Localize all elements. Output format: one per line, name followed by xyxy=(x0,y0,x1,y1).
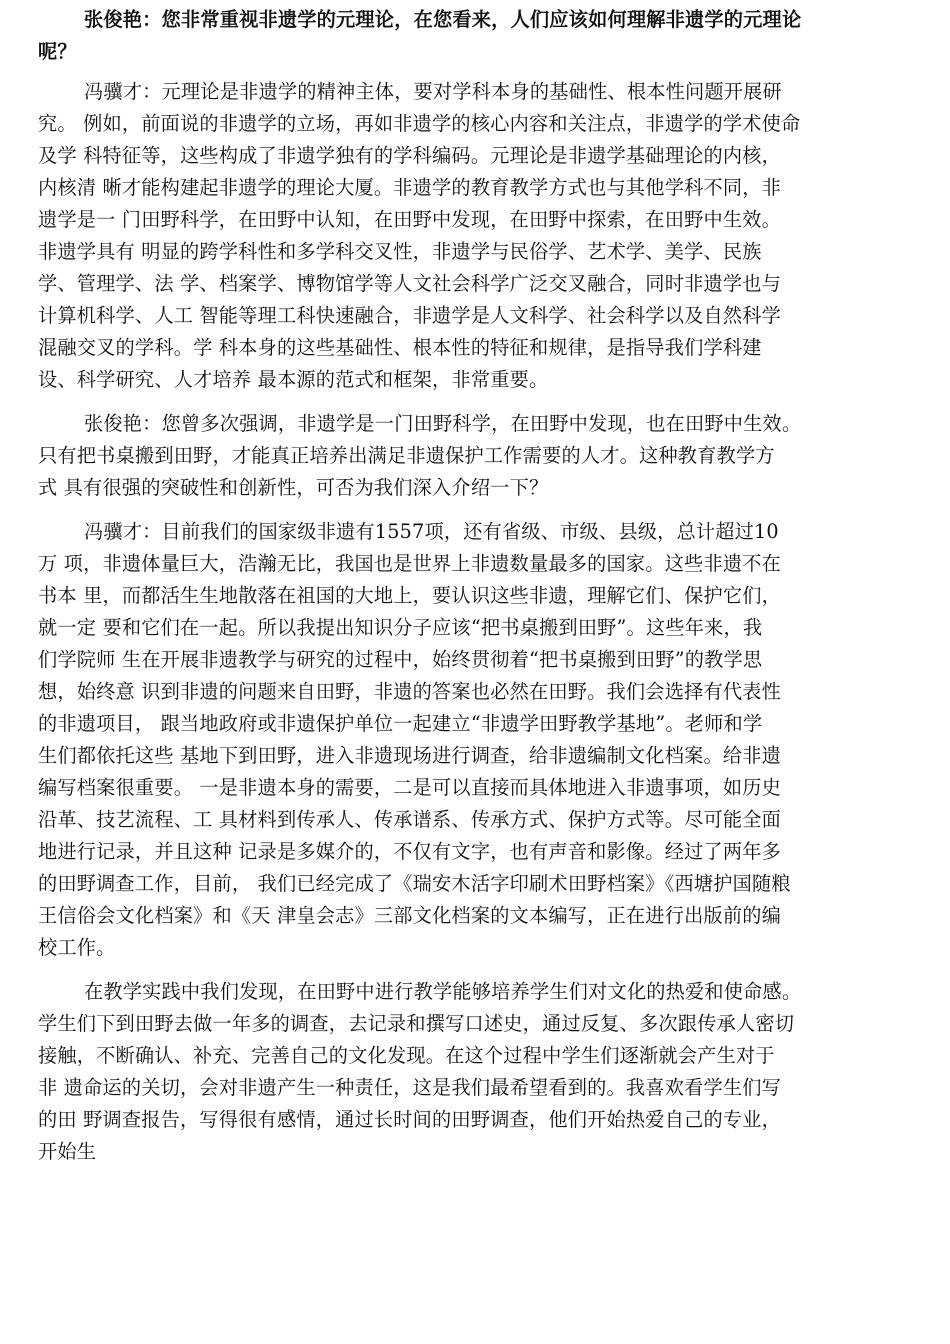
paragraph-3-line: 的田 野调查报告，写得很有感情，通过长时间的田野调查，他们开始热爱自己的专业， xyxy=(38,1108,782,1131)
answer-1-line: 遗学是一 门田野科学，在田野中认知，在田野中发现，在田野中探索，在田野中生效。 xyxy=(38,208,782,231)
answer-2-line: 的非遗项目， 跟当地政府或非遗保护单位一起建立“非遗学田野教学基地”。老师和学 xyxy=(38,712,763,735)
question-2-line: 只有把书桌搬到田野，才能真正培养出满足非遗保护工作需要的人才。这种教育教学方 xyxy=(38,444,775,467)
answer-1-line: 非遗学具有 明显的跨学科性和多学科交叉性，非遗学与民俗学、艺术学、美学、民族 xyxy=(38,240,762,263)
paragraph-3-line: 开始生 xyxy=(38,1140,97,1163)
answer-1-line: 设、科学研究、人才培养 最本源的范式和框架，非常重要。 xyxy=(38,368,549,391)
paragraph-3-line: 接触，不断确认、补充、完善自己的文化发现。在这个过程中学生们逐渐就会产生对于 xyxy=(38,1044,775,1067)
answer-1-line: 究。 例如，前面说的非遗学的立场，再如非遗学的核心内容和关注点，非遗学的学术使命 xyxy=(38,112,801,135)
answer-1-line: 内核清 晰才能构建起非遗学的理论大厦。非遗学的教育教学方式也与其他学科不同，非 xyxy=(38,176,782,199)
answer-2-line: 想，始终意 识到非遗的问题来自田野，非遗的答案也必然在田野。我们会选择有代表性 xyxy=(38,680,782,703)
answer-2-line: 的田野调查工作，目前， 我们已经完成了《瑞安木活字印刷术田野档案》《西塘护国随粮 xyxy=(38,872,791,895)
question-1-line-2: 呢？ xyxy=(38,40,77,63)
answer-2-line: 万 项，非遗体量巨大，浩瀚无比，我国也是世界上非遗数量最多的国家。这些非遗不在 xyxy=(38,552,782,575)
question-1-line-1: 张俊艳：您非常重视非遗学的元理论，在您看来，人们应该如何理解非遗学的元理论 xyxy=(84,8,802,31)
answer-2-line: 生们都依托这些 基地下到田野，进入非遗现场进行调查，给非遗编制文化档案。给非遗 xyxy=(38,744,782,767)
paragraph-3-line: 非 遗命运的关切，会对非遗产生一种责任，这是我们最希望看到的。我喜欢看学生们写 xyxy=(38,1076,782,1099)
paragraph-3-line: 学生们下到田野去做一年多的调查，去记录和撰写口述史，通过反复、多次跟传承人密切 xyxy=(38,1012,795,1035)
answer-2-line: 校工作。 xyxy=(38,936,116,959)
answer-1-line: 及学 科特征等，这些构成了非遗学独有的学科编码。元理论是非遗学基础理论的内核， xyxy=(38,144,782,167)
answer-2-line: 就一定 要和它们在一起。所以我提出知识分子应该“把书桌搬到田野”。这些年来，我 xyxy=(38,616,763,639)
answer-1-line: 计算机科学、人工 智能等理工科快速融合，非遗学是人文科学、社会科学以及自然科学 xyxy=(38,304,782,327)
answer-2-line: 沿革、技艺流程、工 具材料到传承人、传承谱系、传承方式、保护方式等。尽可能全面 xyxy=(38,808,782,831)
question-2-line: 张俊艳：您曾多次强调，非遗学是一门田野科学，在田野中发现，也在田野中生效。 xyxy=(84,412,802,435)
answer-2-line: 们学院师 生在开展非遗教学与研究的过程中，始终贯彻着“把书桌搬到田野”的教学思 xyxy=(38,648,763,671)
question-2-line: 式 具有很强的突破性和创新性，可否为我们深入介绍一下？ xyxy=(38,476,549,499)
answer-2-line: 书本 里，而都活生生地散落在祖国的大地上，要认识这些非遗，理解它们、保护它们， xyxy=(38,584,782,607)
answer-1-line: 冯骥才：元理论是非遗学的精神主体，要对学科本身的基础性、根本性问题开展研 xyxy=(84,80,782,103)
answer-1-line: 学、管理学、法 学、档案学、博物馆学等人文社会科学广泛交叉融合，同时非遗学也与 xyxy=(38,272,782,295)
answer-2-line: 王信俗会文化档案》和《天 津皇会志》三部文化档案的文本编写，正在进行出版前的编 xyxy=(38,904,782,927)
answer-2-line: 编写档案很重要。 一是非遗本身的需要，二是可以直接而具体地进入非遗事项，如历史 xyxy=(38,776,782,799)
answer-2-line: 冯骥才：目前我们的国家级非遗有1557项，还有省级、市级、县级，总计超过10 xyxy=(84,520,779,543)
answer-1-line: 混融交叉的学科。学 科本身的这些基础性、根本性的特征和规律，是指导我们学科建 xyxy=(38,336,762,359)
answer-2-line: 地进行记录，并且这种 记录是多媒介的，不仅有文字，也有声音和影像。经过了两年多 xyxy=(38,840,782,863)
paragraph-3-line: 在教学实践中我们发现，在田野中进行教学能够培养学生们对文化的热爱和使命感。 xyxy=(84,980,802,1003)
